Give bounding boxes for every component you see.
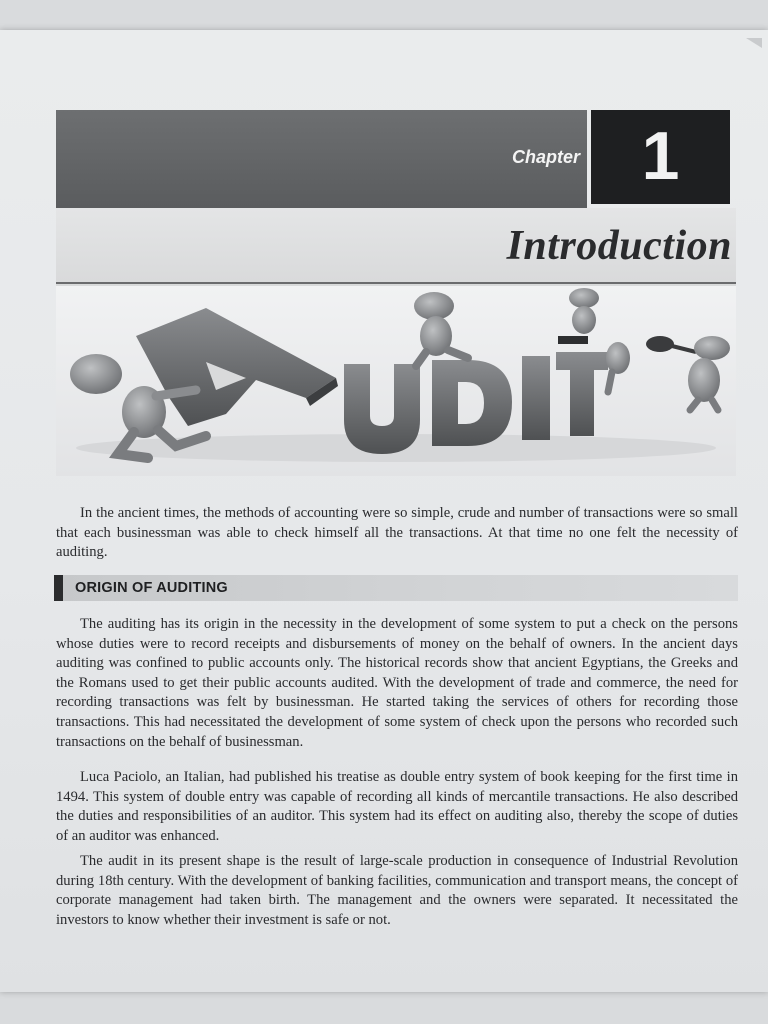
chapter-number: 1: [641, 118, 680, 194]
chapter-label: Chapter: [511, 147, 580, 167]
folded-corner-icon: [746, 38, 762, 48]
audit-illustration: [56, 286, 736, 476]
body-paragraph: The audit in its present shape is the result of large-scale production in consequence of Industrial Revolution during 18th century. With the development of banking facilities, communication and transport means, the concept of corporate management had taken birth. The management and the owners were separated. It necessitated the investors to know whether their investment is safe or not.: [56, 853, 738, 928]
chapter-title: Introduction: [506, 223, 732, 269]
section-heading-marker: [54, 575, 63, 601]
intro-paragraph: In the ancient times, the methods of accounting were so simple, crude and number of transactions were so small that each businessman was able to check himself all the transactions. At that time no one felt the necessity of auditing.: [56, 505, 738, 561]
title-rule: [56, 282, 736, 284]
body-paragraph: Luca Paciolo, an Italian, had published his treatise as double entry system of book keeping for the first time in 1494. This system of double entry was capable of recording all kinds of mercantile transactions. He also described the duties and responsibilities of an auditor. This system had its effect on auditing also, thereby the scope of duties of an auditor was enhanced.: [56, 769, 738, 844]
section-heading: ORIGIN OF AUDITING: [75, 580, 228, 596]
body-paragraph: The auditing has its origin in the necessity in the development of some system to put a check on the persons whose duties were to record receipts and disbursements of money on the behalf of owners. In the ancient days auditing was confined to public accounts only. The historical records show that ancient Egyptians, the Greeks and the Romans used to get their public accounts audited. With the development of trade and commerce, the need for recording transactions was felt by businessman. He started taking the services of others for recording those transactions. This had necessitated the development of some system of check upon the persons who recorded such transactions on the behalf of businessman.: [56, 616, 738, 750]
